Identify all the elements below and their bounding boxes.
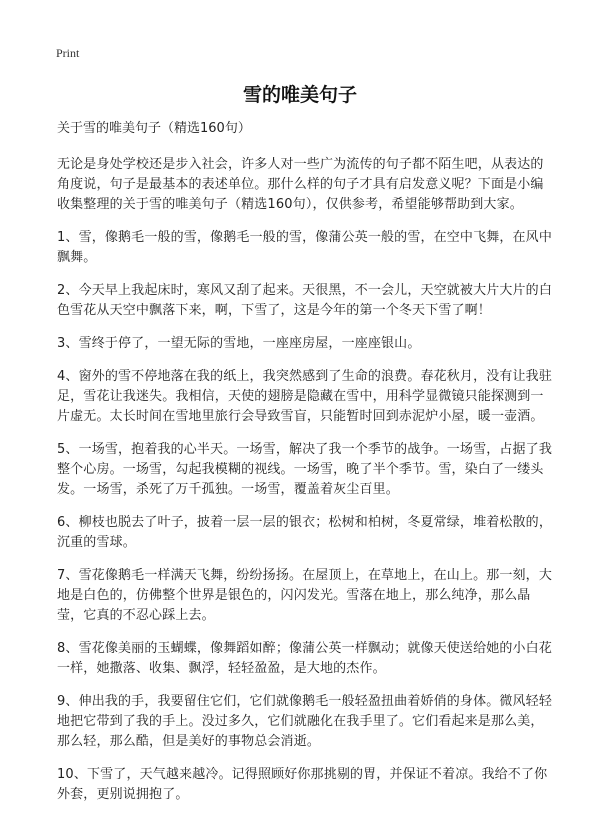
list-item: 7、雪花像鹅毛一样满天飞舞，纷纷扬扬。在屋顶上，在草地上，在山上。那一刻，大地是白色的，仿佛整个世界是银色的，闪闪发光。雪落在地上，那么纯净，那么晶莹，它真的不忍心踩上去。 — [57, 568, 552, 623]
list-item: 3、雪终于停了，一望无际的雪地，一座座房屋，一座座银山。 — [57, 336, 421, 351]
page-title: 雪的唯美句子 — [242, 84, 357, 106]
list-item: 2、今天早上我起床时，寒风又刮了起来。天很黑，不一会儿，天空就被大片大片的白色雪花从天空中飘落下来，啊，下雪了，这是今年的第一个冬天下雪了啊！ — [57, 283, 552, 318]
list-item: 10、下雪了，天气越来越冷。记得照顾好你那挑剔的胃，并保证不着凉。我给不了你外套，更别说拥抱了。 — [57, 767, 548, 802]
article-body — [57, 119, 553, 818]
list-item: 6、柳枝也脱去了叶子，披着一层一层的银衣；松树和柏树，冬夏常绿，堆着松散的，沉重的雪球。 — [57, 515, 552, 550]
list-item: 4、窗外的雪不停地落在我的纸上，我突然感到了生命的浪费。春花秋月，没有让我驻足，雪花让我迷失。我相信，天使的翅膀是隐藏在雪中，用科学显微镜只能探测到一片虚无。太长时间在雪地里旅行会导致雪盲，只能暂时回到赤泥炉小屋，暖一壶酒。 — [57, 369, 552, 424]
list-item: 1、雪，像鹅毛一般的雪，像鹅毛一般的雪，像蒲公英一般的雪，在空中飞舞，在风中飘舞。 — [57, 230, 552, 265]
print-link[interactable]: Print — [56, 46, 80, 60]
intro-paragraph: 无论是身处学校还是步入社会，许多人对一些广为流传的句子都不陌生吧，从表达的角度说，句子是最基本的表述单位。那什么样的句子才具有启发意义呢？下面是小编收集整理的关于雪的唯美句子（精选160句），仅供参考，希望能够帮助到大家。 — [57, 157, 544, 212]
list-item: 5、一场雪，抱着我的心半天。一场雪，解决了我一个季节的战争。一场雪，占据了我整个心房。一场雪，勾起我模糊的视线。一场雪，晚了半个季节。雪，染白了一缕头发。一场雪，杀死了万千孤独。一场雪，覆盖着灰尘百里。 — [57, 442, 552, 497]
list-item: 9、伸出我的手，我要留住它们，它们就像鹅毛一般轻盈扭曲着娇俏的身体。微风轻轻地把它带到了我的手上。没过多久，它们就融化在我手里了。它们看起来是那么美，那么轻，那么酷，但是美好的事物总会消逝。 — [57, 694, 552, 749]
list-item: 8、雪花像美丽的玉蝴蝶，像舞蹈如醉；像蒲公英一样飘动；就像天使送给她的小白花一样，她撒落、收集、飘浮，轻轻盈盈，是大地的杰作。 — [57, 641, 552, 676]
article-subtitle: 关于雪的唯美句子（精选160句） — [57, 121, 251, 136]
